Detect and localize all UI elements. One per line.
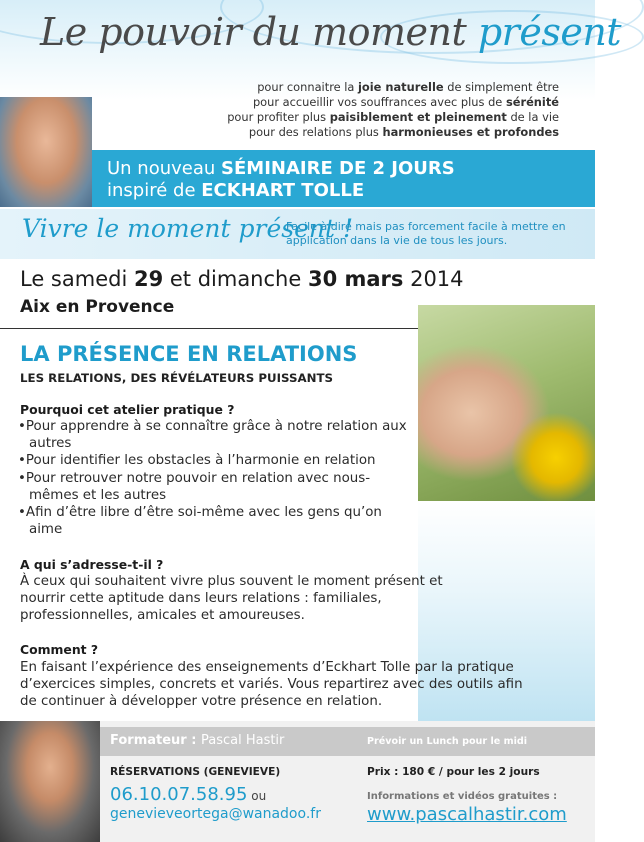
- intro-line: pour connaitre la joie naturelle de simplement être: [257, 80, 559, 94]
- price: Prix : 180 € / pour les 2 jours: [367, 766, 540, 778]
- pascal-hastir-photo: [0, 721, 100, 842]
- question-who: A qui s’adresse-t-il ?: [20, 557, 164, 572]
- reservations-label: RÉSERVATIONS (GENEVIEVE): [110, 766, 281, 778]
- list-item: • Pour identifier les obstacles à l’harmonie en relation: [18, 452, 418, 469]
- section-subtitle: LES RELATIONS, DES RÉVÉLATEURS PUISSANTS: [20, 371, 333, 385]
- list-item: • Pour apprendre à se connaître grâce à notre relation aux autres: [18, 418, 418, 452]
- answer-how: En faisant l’expérience des enseignements d’Eckhart Tolle par la pratique d’exercices simples, concrets et variés. Vous repartirez avec des outils afin de continuer à développer votre présence en relation.: [20, 660, 523, 710]
- lunch-note: Prévoir un Lunch pour le midi: [367, 736, 528, 747]
- event-dates: Le samedi 29 et dimanche 30 mars 2014: [20, 267, 464, 291]
- email-link[interactable]: genevieveortega@wanadoo.fr: [110, 806, 321, 822]
- trainer: Formateur : Pascal Hastir: [110, 733, 285, 748]
- phone-number[interactable]: 06.10.07.58.95 ou: [110, 784, 267, 805]
- title-part-1: Le pouvoir du moment: [40, 10, 478, 54]
- eckhart-tolle-photo: [0, 97, 92, 207]
- page-title: [40, 10, 621, 54]
- intro-line: pour accueillir vos souffrances avec plus de sérénité: [252, 95, 559, 109]
- event-city: Aix en Provence: [20, 297, 175, 317]
- banner-line-1: Un nouveau SÉMINAIRE DE 2 JOURS: [107, 158, 455, 179]
- banner-line-2: inspiré de ECKHART TOLLE: [107, 180, 365, 201]
- flower-photo: [418, 305, 595, 501]
- divider: [0, 328, 418, 329]
- intro-list: [227, 80, 559, 140]
- info-label: Informations et vidéos gratuites :: [367, 791, 558, 802]
- answer-who: À ceux qui souhaitent vivre plus souvent le moment présent et nourrir cette aptitude dans leurs relations : familiales, professionnelles, amicales et amoureuses.: [20, 574, 443, 624]
- title-part-2: présent: [477, 10, 622, 54]
- slogan: Vivre le moment présent !: [22, 214, 354, 243]
- question-how: Comment ?: [20, 642, 99, 657]
- website-link[interactable]: www.pascalhastir.com: [367, 804, 567, 825]
- reasons-list: [18, 418, 418, 538]
- list-item: • Pour retrouver notre pouvoir en relation avec nous-mêmes et les autres: [18, 470, 418, 504]
- intro-line: pour profiter plus paisiblement et pleinement de la vie: [227, 110, 559, 124]
- intro-line: pour des relations plus harmonieuses et profondes: [248, 125, 559, 139]
- question-why: Pourquoi cet atelier pratique ?: [20, 402, 235, 417]
- list-item: • Afin d’être libre d’être soi-même avec les gens qu’on aime: [18, 504, 418, 538]
- slogan-description: Facile à dire mais pas forcement facile à mettre en application dans la vie de tous les jours.: [286, 220, 566, 247]
- section-title: LA PRÉSENCE EN RELATIONS: [20, 342, 358, 366]
